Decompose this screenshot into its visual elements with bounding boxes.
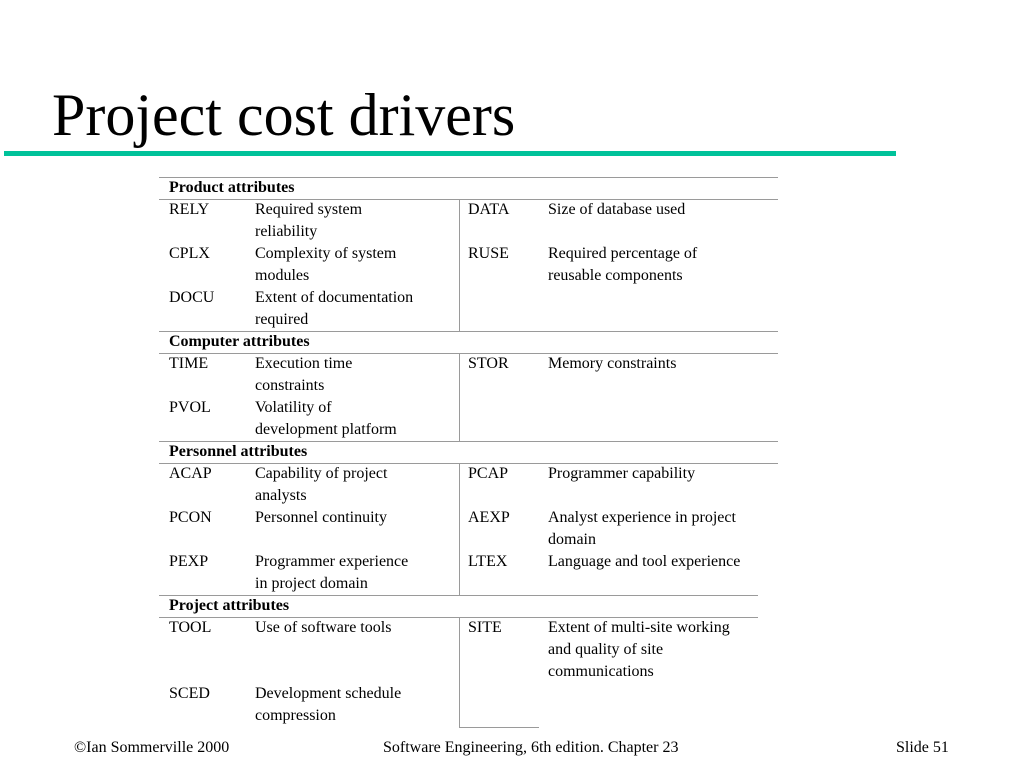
driver-code: LTEX <box>468 553 508 570</box>
driver-description: reusable components <box>548 267 683 284</box>
driver-code: TIME <box>169 355 209 372</box>
driver-code: CPLX <box>169 245 210 262</box>
driver-code: RUSE <box>468 245 509 262</box>
driver-description: constraints <box>255 377 325 394</box>
driver-description: and quality of site <box>548 641 664 658</box>
driver-description: Size of database used <box>548 201 686 218</box>
column-divider <box>459 463 460 595</box>
driver-description: Personnel continuity <box>255 509 387 526</box>
driver-description: communications <box>548 663 654 680</box>
footer-book-title: Software Engineering, 6th edition. Chapter 23 <box>383 739 679 756</box>
driver-description: Development schedule <box>255 685 402 702</box>
driver-description: Extent of documentation <box>255 289 414 306</box>
column-divider <box>459 199 460 331</box>
driver-code: PCON <box>169 509 212 526</box>
driver-code: SCED <box>169 685 210 702</box>
driver-description: Extent of multi-site working <box>548 619 730 636</box>
driver-description: modules <box>255 267 310 284</box>
table-bottom-rule <box>459 727 539 728</box>
driver-code: PVOL <box>169 399 211 416</box>
driver-code: PEXP <box>169 553 209 570</box>
driver-description: domain <box>548 531 596 548</box>
driver-description: Capability of project <box>255 465 388 482</box>
section-heading: Computer attributes <box>169 333 310 350</box>
driver-description: Required system <box>255 201 363 218</box>
driver-description: reliability <box>255 223 318 240</box>
driver-description: compression <box>255 707 336 724</box>
driver-code: RELY <box>169 201 210 218</box>
driver-description: Language and tool experience <box>548 553 741 570</box>
column-divider <box>459 617 460 727</box>
driver-code: DATA <box>468 201 510 218</box>
driver-code: SITE <box>468 619 502 636</box>
driver-description: Analyst experience in project <box>548 509 736 526</box>
section-heading: Project attributes <box>169 597 290 614</box>
driver-description: analysts <box>255 487 307 504</box>
driver-code: STOR <box>468 355 509 372</box>
driver-code: PCAP <box>468 465 509 482</box>
driver-description: required <box>255 311 309 328</box>
driver-description: in project domain <box>255 575 368 592</box>
section-heading: Personnel attributes <box>169 443 308 460</box>
driver-description: Programmer experience <box>255 553 409 570</box>
driver-description: development platform <box>255 421 397 438</box>
slide-title: Project cost drivers <box>52 82 516 148</box>
driver-description: Programmer capability <box>548 465 696 482</box>
driver-code: DOCU <box>169 289 215 306</box>
driver-description: Execution time <box>255 355 353 372</box>
driver-description: Complexity of system <box>255 245 397 262</box>
driver-code: AEXP <box>468 509 510 526</box>
footer-slide-number: Slide 51 <box>896 739 949 756</box>
column-divider <box>459 353 460 441</box>
driver-description: Required percentage of <box>548 245 698 262</box>
driver-description: Memory constraints <box>548 355 677 372</box>
driver-code: TOOL <box>169 619 212 636</box>
driver-description: Volatility of <box>255 399 332 416</box>
driver-description: Use of software tools <box>255 619 392 636</box>
footer-copyright: ©Ian Sommerville 2000 <box>74 739 230 756</box>
driver-code: ACAP <box>169 465 212 482</box>
section-heading: Product attributes <box>169 179 295 196</box>
